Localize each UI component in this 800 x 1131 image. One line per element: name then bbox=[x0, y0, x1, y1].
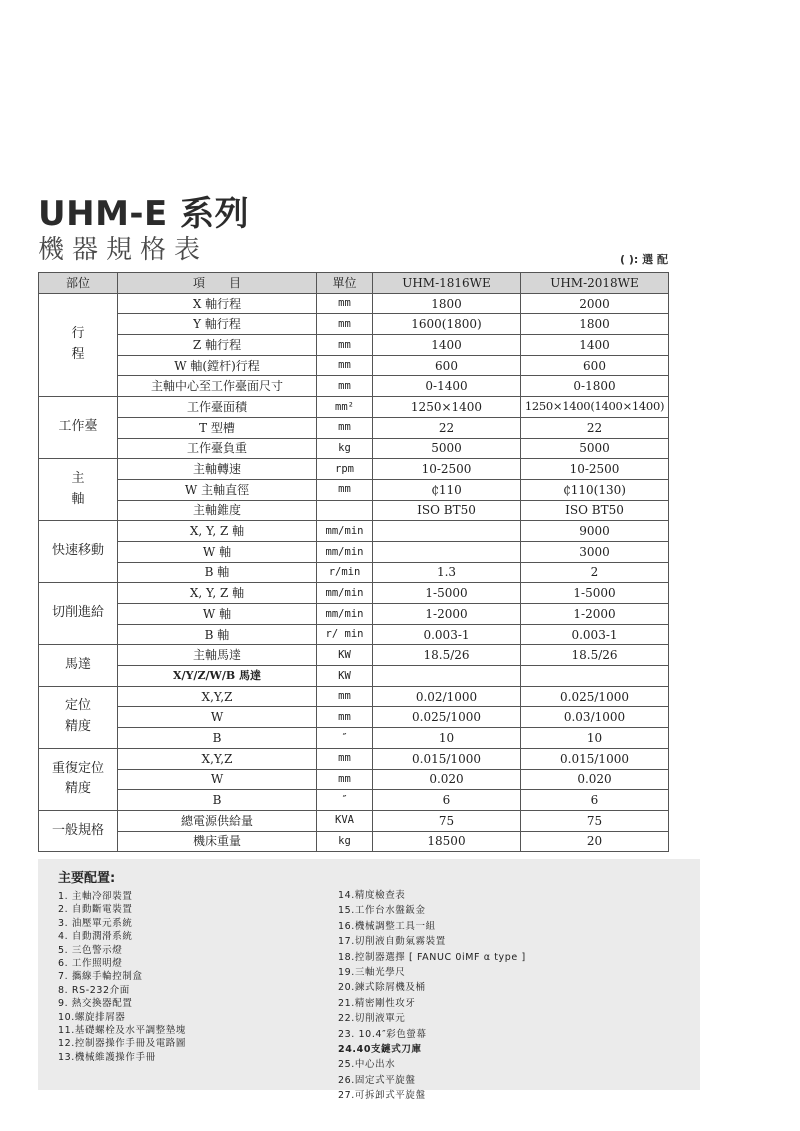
unit-cell: KW bbox=[317, 666, 373, 687]
unit-cell: mm bbox=[317, 376, 373, 397]
value-1816: 22 bbox=[373, 417, 521, 438]
unit-cell: mm/min bbox=[317, 604, 373, 625]
item-cell: 主軸中心至工作臺面尺寸 bbox=[118, 376, 317, 397]
table-row bbox=[39, 314, 669, 335]
unit-cell: mm bbox=[317, 417, 373, 438]
value-1816: ₵110 bbox=[373, 479, 521, 500]
config-item: 19.三軸光學尺 bbox=[338, 966, 406, 978]
config-item: 26.固定式平旋盤 bbox=[338, 1074, 416, 1086]
header-model-1816: UHM-1816WE bbox=[373, 273, 521, 294]
table-row bbox=[39, 562, 669, 583]
value-1816: 1.3 bbox=[373, 562, 521, 583]
group-worktable: 工作臺 bbox=[39, 397, 118, 459]
table-row bbox=[39, 459, 669, 480]
value-2018: 3000 bbox=[521, 541, 669, 562]
config-item: 2. 自動斷電裝置 bbox=[58, 904, 133, 916]
item-cell: 總電源供給量 bbox=[118, 810, 317, 831]
value-2018: 5000 bbox=[521, 438, 669, 459]
config-item: 4. 自動潤滑系統 bbox=[58, 931, 133, 943]
table-row bbox=[39, 645, 669, 666]
value-1816: 1-2000 bbox=[373, 604, 521, 625]
table-row bbox=[39, 521, 669, 542]
value-2018: 2 bbox=[521, 562, 669, 583]
value-2018: 75 bbox=[521, 810, 669, 831]
config-item: 15.工作台水盤鈑金 bbox=[338, 905, 426, 917]
config-item: 20.鍊式除屑機及桶 bbox=[338, 982, 426, 994]
value-2018: 1800 bbox=[521, 314, 669, 335]
config-item: 6. 工作照明燈 bbox=[58, 957, 123, 969]
table-row bbox=[39, 790, 669, 811]
table-row bbox=[39, 686, 669, 707]
value-2018: 1-5000 bbox=[521, 583, 669, 604]
config-item: 16.機械調整工具一組 bbox=[338, 920, 436, 932]
unit-cell: mm bbox=[317, 335, 373, 356]
item-cell: X, Y, Z 軸 bbox=[118, 521, 317, 542]
group-repeatability: 重復定位 精度 bbox=[39, 748, 118, 810]
config-item: 27.可拆卸式平旋盤 bbox=[338, 1090, 426, 1102]
config-title: 主要配置: bbox=[58, 871, 116, 886]
config-item: 24.40支鏈式刀庫 bbox=[338, 1043, 422, 1055]
config-item: 13.機械維護操作手冊 bbox=[58, 1051, 156, 1063]
table-row bbox=[39, 810, 669, 831]
item-cell: 機床重量 bbox=[118, 831, 317, 852]
table-row bbox=[39, 624, 669, 645]
item-cell: W 軸(鏜杆)行程 bbox=[118, 355, 317, 376]
unit-cell: mm/min bbox=[317, 521, 373, 542]
table-row bbox=[39, 335, 669, 356]
config-list-right bbox=[338, 888, 526, 1103]
header-part: 部位 bbox=[39, 273, 118, 294]
unit-cell: mm bbox=[317, 769, 373, 790]
table-row bbox=[39, 376, 669, 397]
spec-sheet-subtitle: 機器規格表 bbox=[38, 235, 209, 265]
config-item: 7. 攜線手輪控制盒 bbox=[58, 971, 143, 983]
item-cell: X,Y,Z bbox=[118, 686, 317, 707]
config-item: 21.精密剛性攻牙 bbox=[338, 997, 416, 1009]
table-row bbox=[39, 541, 669, 562]
table-row bbox=[39, 831, 669, 852]
unit-cell: mm bbox=[317, 748, 373, 769]
value-1816 bbox=[373, 666, 521, 687]
unit-cell: mm bbox=[317, 314, 373, 335]
header-model-2018: UHM-2018WE bbox=[521, 273, 669, 294]
unit-cell: r/min bbox=[317, 562, 373, 583]
value-1816 bbox=[373, 521, 521, 542]
value-1816: 10-2500 bbox=[373, 459, 521, 480]
config-item: 14.精度檢查表 bbox=[338, 890, 406, 901]
value-1816: 600 bbox=[373, 355, 521, 376]
group-spindle: 主 軸 bbox=[39, 459, 118, 521]
value-1816: 0.02/1000 bbox=[373, 686, 521, 707]
unit-cell: KVA bbox=[317, 810, 373, 831]
value-2018: 1-2000 bbox=[521, 604, 669, 625]
table-row bbox=[39, 479, 669, 500]
group-travel: 行 程 bbox=[39, 293, 118, 396]
unit-cell: mm/min bbox=[317, 583, 373, 604]
value-1816: 0-1400 bbox=[373, 376, 521, 397]
item-cell: B bbox=[118, 728, 317, 749]
item-cell: W 主軸直徑 bbox=[118, 479, 317, 500]
config-item: 25.中心出水 bbox=[338, 1059, 396, 1071]
table-row bbox=[39, 707, 669, 728]
value-1816: ISO BT50 bbox=[373, 500, 521, 521]
config-item: 12.控制器操作手冊及電路圖 bbox=[58, 1038, 187, 1050]
config-item: 3. 油壓單元系統 bbox=[58, 917, 133, 929]
value-1816: 0.020 bbox=[373, 769, 521, 790]
spec-table bbox=[38, 272, 669, 852]
unit-cell: mm bbox=[317, 293, 373, 314]
value-2018: 0-1800 bbox=[521, 376, 669, 397]
value-1816: 1250×1400 bbox=[373, 397, 521, 418]
table-row bbox=[39, 748, 669, 769]
value-1816: 10 bbox=[373, 728, 521, 749]
option-note: ( ): 選 配 bbox=[620, 253, 668, 266]
config-item: 5. 三色警示燈 bbox=[58, 944, 123, 956]
item-cell: 主軸錐度 bbox=[118, 500, 317, 521]
series-title: UHM-E 系列 bbox=[38, 194, 250, 234]
table-row bbox=[39, 604, 669, 625]
header-item: 項 目 bbox=[118, 273, 317, 294]
table-row bbox=[39, 728, 669, 749]
value-1816: 18500 bbox=[373, 831, 521, 852]
item-cell: B bbox=[118, 790, 317, 811]
value-2018: 20 bbox=[521, 831, 669, 852]
item-cell: B 軸 bbox=[118, 624, 317, 645]
item-cell: 主軸馬達 bbox=[118, 645, 317, 666]
unit-cell: KW bbox=[317, 645, 373, 666]
table-row bbox=[39, 293, 669, 314]
table-row bbox=[39, 666, 669, 687]
item-cell: B 軸 bbox=[118, 562, 317, 583]
group-general: 一般規格 bbox=[39, 810, 118, 851]
unit-cell: mm² bbox=[317, 397, 373, 418]
value-2018: 600 bbox=[521, 355, 669, 376]
unit-cell: rpm bbox=[317, 459, 373, 480]
value-2018: 10 bbox=[521, 728, 669, 749]
unit-cell: kg bbox=[317, 831, 373, 852]
unit-cell: mm/min bbox=[317, 541, 373, 562]
item-cell: W bbox=[118, 769, 317, 790]
value-2018: 0.03/1000 bbox=[521, 707, 669, 728]
item-cell: X/Y/Z/W/B 馬達 bbox=[118, 666, 317, 687]
config-item: 8. RS-232介面 bbox=[58, 984, 130, 996]
item-cell: X,Y,Z bbox=[118, 748, 317, 769]
value-2018: 22 bbox=[521, 417, 669, 438]
item-cell: W bbox=[118, 707, 317, 728]
unit-cell: mm bbox=[317, 479, 373, 500]
unit-cell: mm bbox=[317, 355, 373, 376]
value-2018: 18.5/26 bbox=[521, 645, 669, 666]
item-cell: 主軸轉速 bbox=[118, 459, 317, 480]
value-2018: ₵110(130) bbox=[521, 479, 669, 500]
config-item: 23. 10.4″彩色螢幕 bbox=[338, 1028, 427, 1040]
value-2018: 6 bbox=[521, 790, 669, 811]
table-row bbox=[39, 355, 669, 376]
value-2018: 1400 bbox=[521, 335, 669, 356]
item-cell: X, Y, Z 軸 bbox=[118, 583, 317, 604]
item-cell: X 軸行程 bbox=[118, 293, 317, 314]
table-row bbox=[39, 583, 669, 604]
spec-header-row bbox=[39, 273, 669, 294]
config-item: 18.控制器選擇 [ FANUC 0iMF α type ] bbox=[338, 951, 526, 963]
value-1816: 0.025/1000 bbox=[373, 707, 521, 728]
value-1816: 1-5000 bbox=[373, 583, 521, 604]
table-row bbox=[39, 500, 669, 521]
item-cell: W 軸 bbox=[118, 541, 317, 562]
value-1816: 1600(1800) bbox=[373, 314, 521, 335]
unit-cell bbox=[317, 500, 373, 521]
item-cell: 工作臺面積 bbox=[118, 397, 317, 418]
unit-cell: ″ bbox=[317, 790, 373, 811]
value-2018: 9000 bbox=[521, 521, 669, 542]
table-row bbox=[39, 438, 669, 459]
config-list-left bbox=[58, 890, 186, 1064]
item-cell: Y 軸行程 bbox=[118, 314, 317, 335]
group-positioning: 定位 精度 bbox=[39, 686, 118, 748]
unit-cell: mm bbox=[317, 707, 373, 728]
value-2018: 0.015/1000 bbox=[521, 748, 669, 769]
unit-cell: r/ min bbox=[317, 624, 373, 645]
item-cell: W 軸 bbox=[118, 604, 317, 625]
item-cell: 工作臺負重 bbox=[118, 438, 317, 459]
value-1816: 75 bbox=[373, 810, 521, 831]
value-2018: ISO BT50 bbox=[521, 500, 669, 521]
value-2018 bbox=[521, 666, 669, 687]
value-2018: 2000 bbox=[521, 293, 669, 314]
config-item: 11.基礎螺栓及水平調整墊塊 bbox=[58, 1024, 187, 1036]
table-row bbox=[39, 769, 669, 790]
value-1816: 0.015/1000 bbox=[373, 748, 521, 769]
value-1816 bbox=[373, 541, 521, 562]
value-2018: 0.003-1 bbox=[521, 624, 669, 645]
config-item: 22.切削液單元 bbox=[338, 1013, 406, 1025]
group-motor: 馬達 bbox=[39, 645, 118, 686]
value-1816: 6 bbox=[373, 790, 521, 811]
value-2018: 0.020 bbox=[521, 769, 669, 790]
group-feed: 切削進給 bbox=[39, 583, 118, 645]
value-1816: 1800 bbox=[373, 293, 521, 314]
item-cell: Z 軸行程 bbox=[118, 335, 317, 356]
value-1816: 18.5/26 bbox=[373, 645, 521, 666]
config-item: 1. 主軸冷卻裝置 bbox=[58, 891, 133, 902]
group-rapid: 快速移動 bbox=[39, 521, 118, 583]
value-2018: 10-2500 bbox=[521, 459, 669, 480]
table-row bbox=[39, 417, 669, 438]
unit-cell: kg bbox=[317, 438, 373, 459]
table-row bbox=[39, 397, 669, 418]
config-item: 9. 熱交換器配置 bbox=[58, 998, 133, 1010]
unit-cell: ″ bbox=[317, 728, 373, 749]
value-2018: 0.025/1000 bbox=[521, 686, 669, 707]
config-item: 17.切削液自動氣霧裝置 bbox=[338, 936, 446, 948]
value-2018: 1250×1400(1400×1400) bbox=[521, 397, 669, 418]
value-1816: 5000 bbox=[373, 438, 521, 459]
config-item: 10.螺旋排屑器 bbox=[58, 1011, 126, 1023]
value-1816: 1400 bbox=[373, 335, 521, 356]
unit-cell: mm bbox=[317, 686, 373, 707]
header-unit: 單位 bbox=[317, 273, 373, 294]
main-configuration-panel bbox=[38, 859, 700, 1102]
item-cell: T 型槽 bbox=[118, 417, 317, 438]
value-1816: 0.003-1 bbox=[373, 624, 521, 645]
